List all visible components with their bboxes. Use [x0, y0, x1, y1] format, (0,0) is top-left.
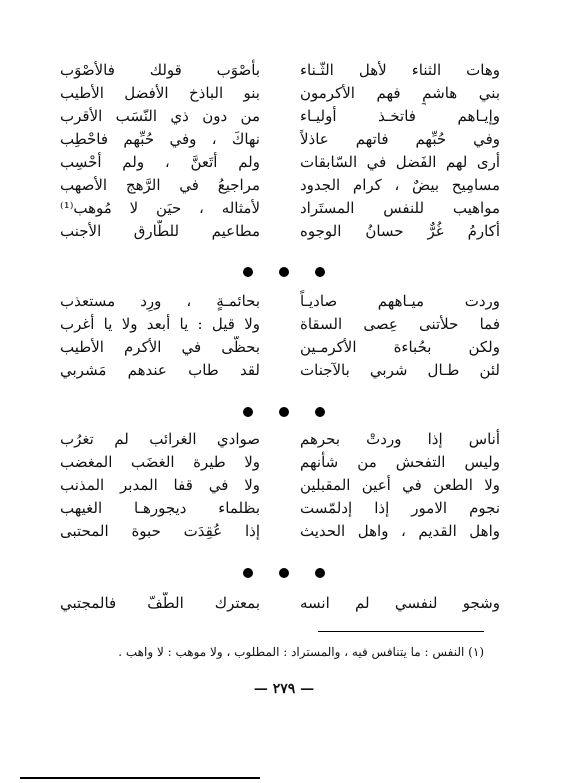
- hemistich-first: وشجو لنفسي لم انسه: [300, 594, 500, 612]
- footnote: (١) النفس : ما يتنافس فيه ، والمستراد : المطلوب ، ولا موهب : لا واهب .: [118, 645, 484, 659]
- hemistich-first: نجوم الامور إذا إدلمّست: [300, 499, 500, 517]
- verse: [60, 474, 500, 497]
- verse: [60, 592, 500, 615]
- bullet-dot-icon: [279, 568, 289, 578]
- bullet-dot-icon: [243, 407, 253, 417]
- hemistich-second: ولا طيرة الغضَب المغضب: [60, 453, 260, 471]
- hemistich-first: أكارمُ غُرٌّ حسانُ الوجوه: [300, 222, 500, 240]
- hemistich-second: بمعترك الطّفّ فالمجتبي: [60, 594, 260, 612]
- footnote-divider: [318, 631, 484, 632]
- stanza-3: [60, 428, 500, 543]
- verse: [60, 128, 500, 151]
- hemistich-second: صوادي الغرائب لم تغرُب: [60, 430, 260, 448]
- hemistich-first: وردت ميـاههم صاديـاً: [300, 292, 500, 310]
- verse: [60, 497, 500, 520]
- stanza-2: [60, 290, 500, 382]
- bullet-dot-icon: [243, 568, 253, 578]
- hemistich-first: وفي حُبِّهم فاتهم عاذلاً: [300, 130, 500, 148]
- stanza-separator: [0, 406, 568, 418]
- bullet-dot-icon: [279, 407, 289, 417]
- hemistich-second: بأصْوَب قولك فالأصْوَب: [60, 61, 260, 79]
- verse: [60, 520, 500, 543]
- verse: [60, 451, 500, 474]
- hemistich-second: بحظّى في الأكرم الأطيب: [60, 338, 260, 356]
- stanza-separator: [0, 567, 568, 579]
- page-number: — ٢٧٩ —: [253, 681, 315, 697]
- bullet-dot-icon: [315, 267, 325, 277]
- hemistich-first: فما حلأتنى عِصى السقاة: [300, 315, 500, 333]
- hemistich-second: لأمثاله ، حيَن لا مُوهب⁽¹⁾: [60, 199, 260, 217]
- verse: [60, 151, 500, 174]
- verse: [60, 59, 500, 82]
- bullet-dot-icon: [315, 407, 325, 417]
- hemistich-first: واهل القديم ، واهل الحديث: [300, 522, 500, 540]
- hemistich-first: أناس إذا وردتْ بحرهم: [300, 430, 500, 448]
- hemistich-second: ولم أتَعنَّ ، ولم أحْسِب: [60, 153, 260, 171]
- verse: [60, 428, 500, 451]
- verse: [60, 313, 500, 336]
- verse: [60, 290, 500, 313]
- hemistich-first: بني هاشمٍ فهم الأكرمون: [300, 84, 500, 102]
- hemistich-first: أرى لهم الفَضل في السّابقات: [300, 153, 500, 171]
- hemistich-first: وإيـاهم فاتخـذ أوليـاء: [300, 107, 500, 125]
- hemistich-second: مراجيعُ في الرَّهج الأصهب: [60, 176, 260, 194]
- verse: [60, 82, 500, 105]
- hemistich-second: بنو الباذخ الأفضل الأطيب: [60, 84, 260, 102]
- hemistich-first: ولا الطعن في أعين المقبلين: [300, 476, 500, 494]
- stanza-4: [60, 592, 500, 615]
- hemistich-first: ولكن بحُباءة الأكرمـين: [300, 338, 500, 356]
- hemistich-first: مواهيب للنفس المستَراد: [300, 199, 500, 217]
- bullet-dot-icon: [279, 267, 289, 277]
- hemistich-second: إذا عُقِدَت حبوة المحتبى: [60, 522, 260, 540]
- hemistich-first: وهات الثناء لأهل الثّـناء: [300, 61, 500, 79]
- verse: [60, 336, 500, 359]
- stanza-separator: [0, 266, 568, 278]
- hemistich-second: لقد طاب عندهم مَشربي: [60, 361, 260, 379]
- hemistich-first: وليس التفحش من شأنهم: [300, 453, 500, 471]
- hemistich-second: بظلماء ديجورهـا الغيهب: [60, 499, 260, 517]
- verse: [60, 220, 500, 243]
- hemistich-second: بحائمـةٍ ، ورِد مستعذب: [60, 292, 260, 310]
- hemistich-second: ولا قيل : يا أبعد ولا يا أغرب: [60, 315, 260, 333]
- verse: [60, 174, 500, 197]
- hemistich-second: ولا في قفا المدبر المذنب: [60, 476, 260, 494]
- verse: [60, 359, 500, 382]
- verse: [60, 105, 500, 128]
- verse: [60, 197, 500, 220]
- hemistich-second: نهاكَ ، وفي حُبِّهم فاحْطِب: [60, 130, 260, 148]
- bullet-dot-icon: [243, 267, 253, 277]
- hemistich-first: مسامِيح بيضٌ ، كرام الجدود: [300, 176, 500, 194]
- hemistich-first: لئن طـال شربي بالآجنات: [300, 361, 500, 379]
- bullet-dot-icon: [315, 568, 325, 578]
- hemistich-second: من دون ذي النّسَب الأقرب: [60, 107, 260, 125]
- bottom-edge-line: [20, 777, 260, 779]
- stanza-1: [60, 59, 500, 243]
- hemistich-second: مطاعيم للطّارق الأجنب: [60, 222, 260, 240]
